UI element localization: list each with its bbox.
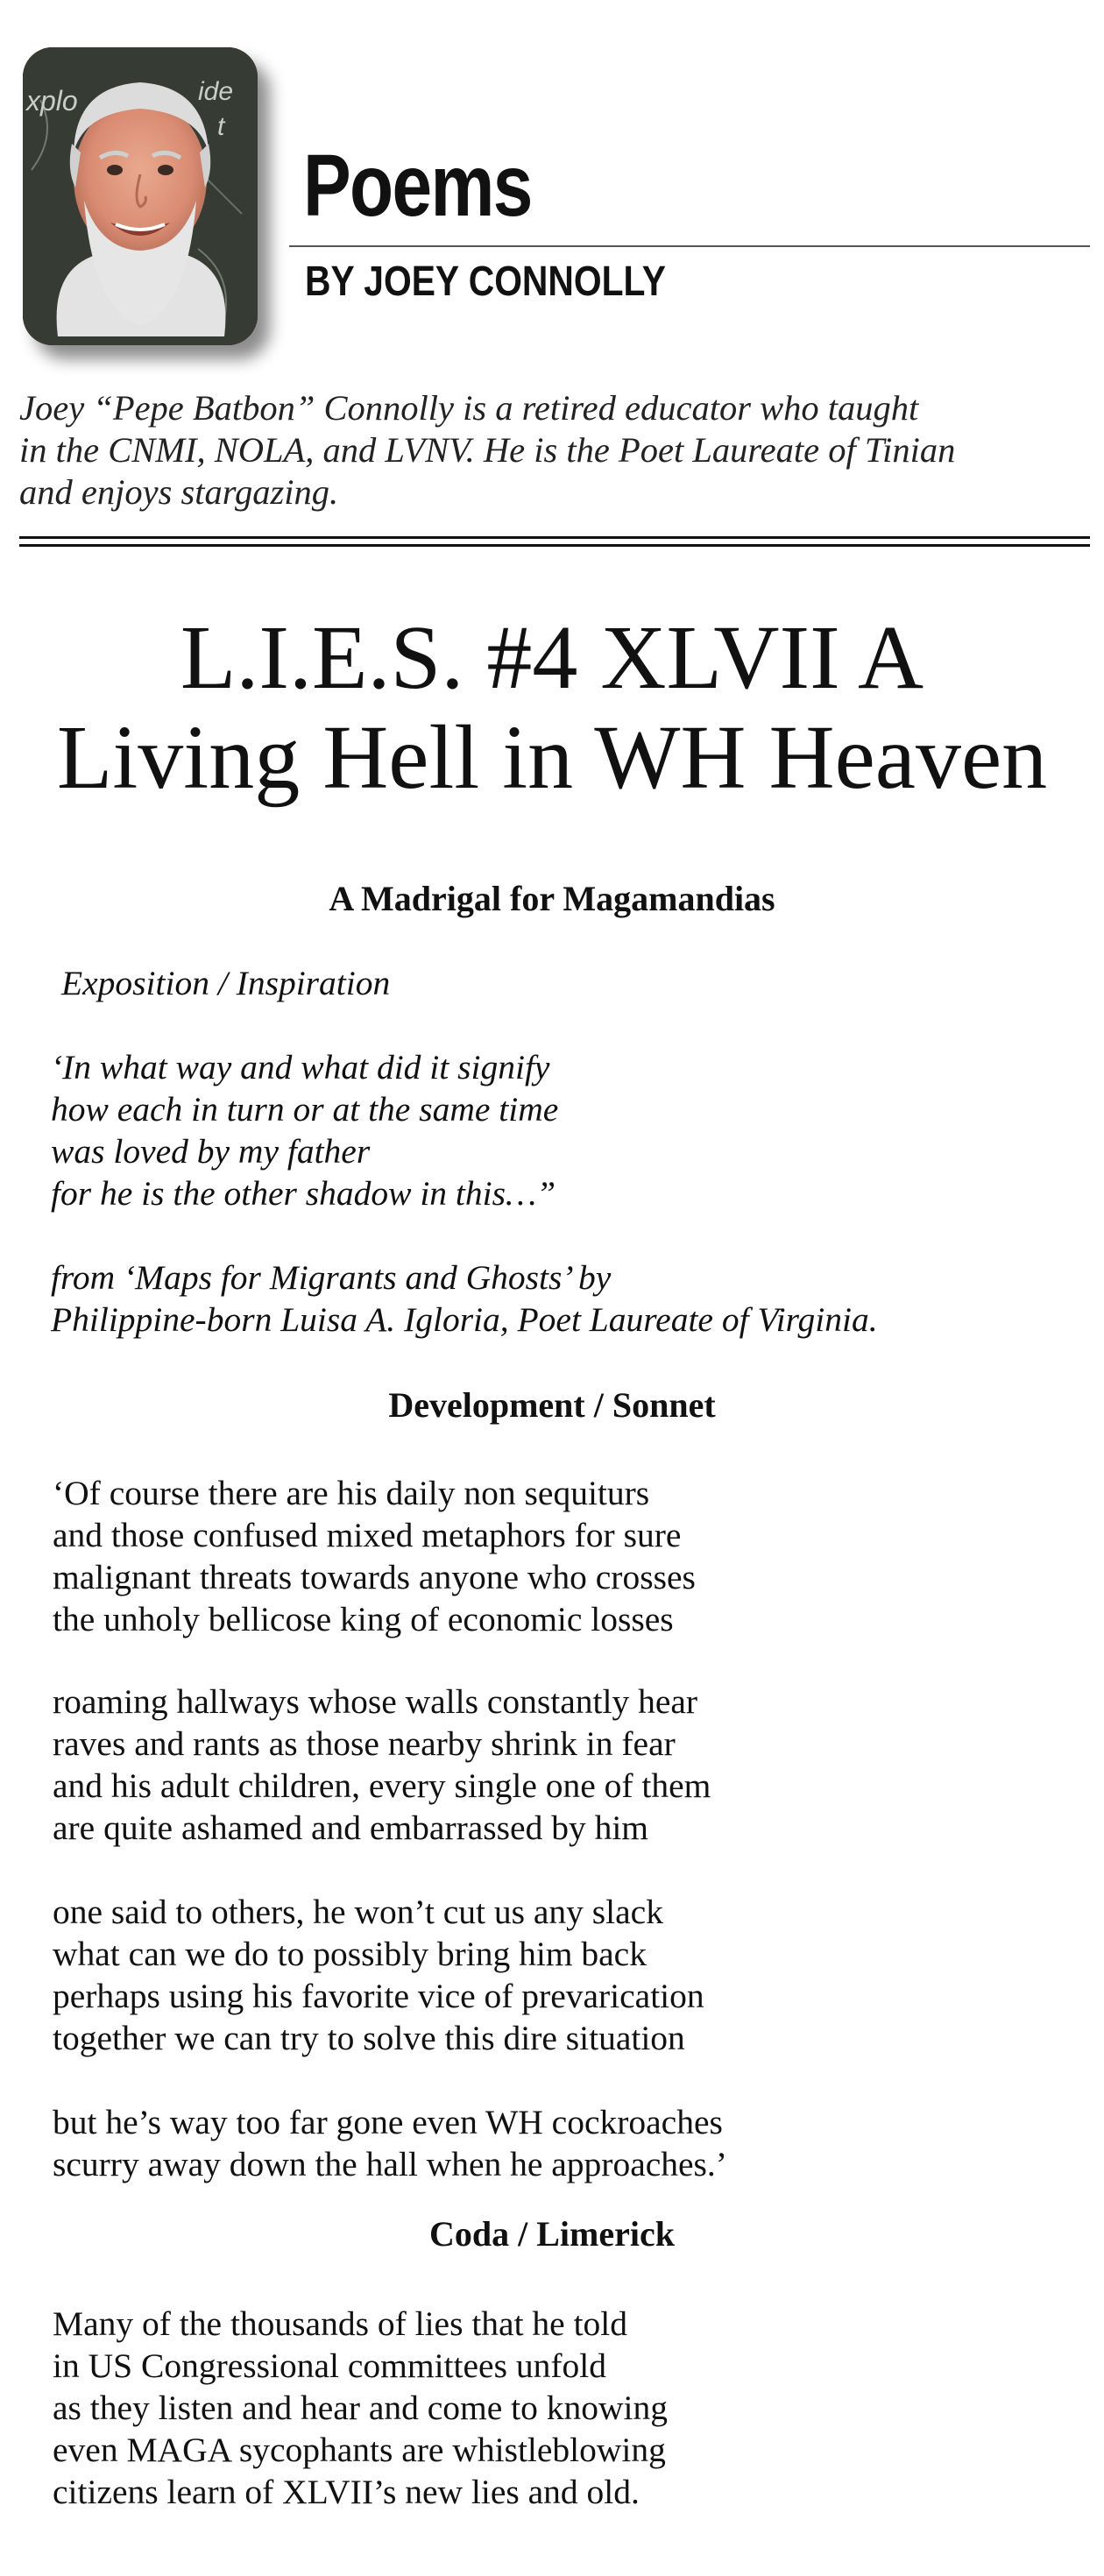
poem-line: perhaps using his favorite vice of prevarication <box>53 1977 704 2015</box>
poem-title-line: Living Hell in WH Heaven <box>56 707 1048 808</box>
poem-line: and his adult children, every single one of them <box>53 1766 711 1805</box>
sonnet-stanza <box>53 1891 1078 2059</box>
poem-line: malignant threats towards anyone who crosses <box>53 1558 696 1596</box>
sonnet-stanza <box>53 1681 1078 1849</box>
epigraph-line: was loved by my father <box>51 1132 371 1171</box>
limerick <box>53 2303 1078 2513</box>
poem-line: together we can try to solve this dire situation <box>53 2019 685 2057</box>
exposition-label: Exposition / Inspiration <box>61 964 391 1002</box>
bio-line: and enjoys stargazing. <box>19 472 339 512</box>
epigraph-line: how each in turn or at the same time <box>51 1090 559 1129</box>
source-line: Philippine-born Luisa A. Igloria, Poet Laureate of Virginia. <box>51 1300 878 1339</box>
poem-line: citizens learn of XLVII’s new lies and old. <box>53 2473 640 2511</box>
source-line: from ‘Maps for Migrants and Ghosts’ by <box>51 1258 612 1297</box>
coda-heading: Coda / Limerick <box>429 2214 675 2254</box>
epigraph-line: ‘In what way and what did it signify <box>51 1048 550 1086</box>
title-divider <box>289 245 1090 247</box>
poem-title-line: L.I.E.S. #4 XLVII A <box>180 607 924 708</box>
sonnet-couplet <box>53 2101 1078 2185</box>
poem-line: Many of the thousands of lies that he told <box>53 2304 628 2343</box>
epigraph-source <box>51 1256 1076 1341</box>
author-bio <box>19 387 1090 513</box>
poem-line: are quite ashamed and embarrassed by him <box>53 1808 649 1847</box>
column-header <box>0 0 1104 368</box>
poem-line: the unholy bellicose king of economic losses <box>53 1600 674 1638</box>
poem-line: in US Congressional committees unfold <box>53 2346 606 2385</box>
photo-chalk-text-right: ide <box>198 77 234 106</box>
poem-line: even MAGA sycophants are whistleblowing <box>53 2431 666 2469</box>
bio-line: in the CNMI, NOLA, and LVNV. He is the Poet Laureate of Tinian <box>19 430 956 470</box>
poem-line: as they listen and hear and come to knowing <box>53 2388 669 2427</box>
poem-subtitle: A Madrigal for Magamandias <box>329 879 775 918</box>
poem-line: what can we do to possibly bring him back <box>53 1935 647 1973</box>
epigraph-line: for he is the other shadow in this…” <box>51 1174 556 1213</box>
poem-line: and those confused mixed metaphors for sure <box>53 1516 682 1554</box>
poem-line: but he’s way too far gone even WH cockroaches <box>53 2103 723 2141</box>
author-photo <box>23 47 258 345</box>
poem-title <box>0 608 1104 808</box>
sonnet-stanza <box>53 1472 1078 1640</box>
section-divider <box>19 536 1090 547</box>
poem-line: one said to others, he won’t cut us any slack <box>53 1893 663 1931</box>
poem-line: scurry away down the hall when he approaches.’ <box>53 2145 727 2183</box>
photo-chalk-text-left: xplo <box>26 85 78 117</box>
epigraph <box>51 1046 1076 1214</box>
photo-chalk-text-right-2: t <box>217 112 225 141</box>
byline: BY JOEY CONNOLLY <box>305 258 666 305</box>
column-title: Poems <box>303 137 532 235</box>
poem-line: roaming hallways whose walls constantly hear <box>53 1682 698 1721</box>
bio-line: Joey “Pepe Batbon” Connolly is a retired educator who taught <box>19 388 919 428</box>
poem-line: raves and rants as those nearby shrink in fear <box>53 1724 676 1763</box>
development-heading: Development / Sonnet <box>388 1385 716 1425</box>
poem-line: ‘Of course there are his daily non sequiturs <box>53 1474 650 1512</box>
